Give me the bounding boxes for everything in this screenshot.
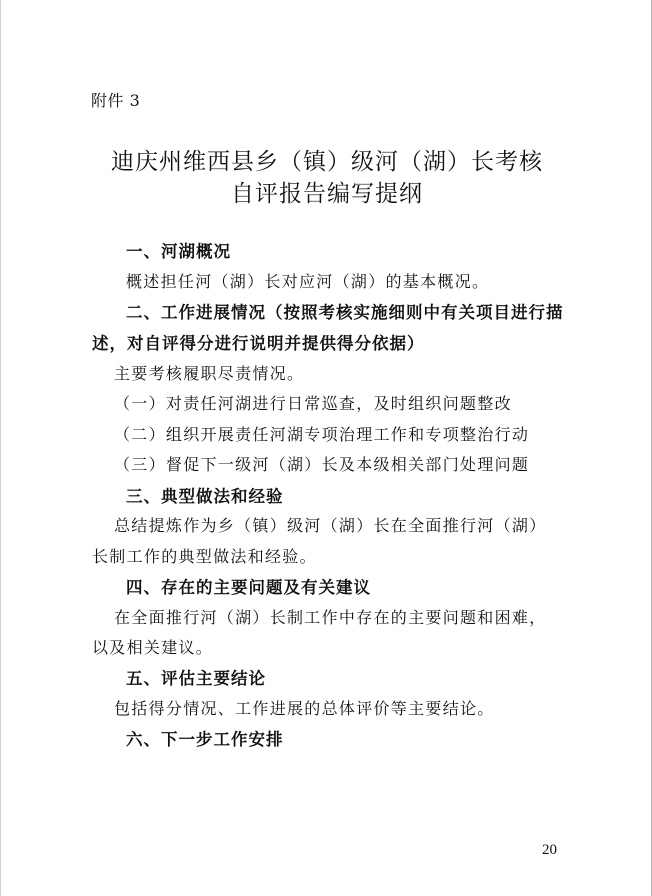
section2-body: 主要考核履职尽责情况。 [114,364,305,383]
section1-heading: 一、河湖概况 [126,242,231,261]
section4-body-line1: 在全面推行河（湖）长制工作中存在的主要问题和困难， [114,608,547,627]
section4-heading: 四、存在的主要问题及有关建议 [126,578,371,597]
section3-body-line1: 总结提炼作为乡（镇）级河（湖）长在全面推行河（湖） [114,516,547,535]
section2-heading-line1: 二、工作进展情况（按照考核实施细则中有关项目进行描 [126,303,564,322]
section2-heading-line2: 述，对自评得分进行说明并提供得分依据） [92,334,425,353]
page-number: 20 [542,842,557,858]
document-title-line1: 迪庆州维西县乡（镇）级河（湖）长考核 [111,149,543,175]
section1-body: 概述担任河（湖）长对应河（湖）的基本概况。 [126,272,490,291]
section3-heading: 三、典型做法和经验 [126,487,284,506]
attachment-label: 附件 3 [91,91,141,110]
section2-item3: （三）督促下一级河（湖）长及本级相关部门处理问题 [114,455,530,474]
section5-heading: 五、评估主要结论 [126,669,266,688]
section2-item1: （一）对责任河湖进行日常巡查，及时组织问题整改 [114,394,512,413]
section3-body-line2: 长制工作的典型做法和经验。 [92,547,317,566]
section4-body-line2: 以及相关建议。 [92,638,214,657]
section6-heading: 六、下一步工作安排 [126,730,284,749]
section5-body: 包括得分情况、工作进展的总体评价等主要结论。 [114,699,495,718]
section2-item2: （二）组织开展责任河湖专项治理工作和专项整治行动 [114,425,530,444]
document-title-line2: 自评报告编写提纲 [231,181,423,207]
